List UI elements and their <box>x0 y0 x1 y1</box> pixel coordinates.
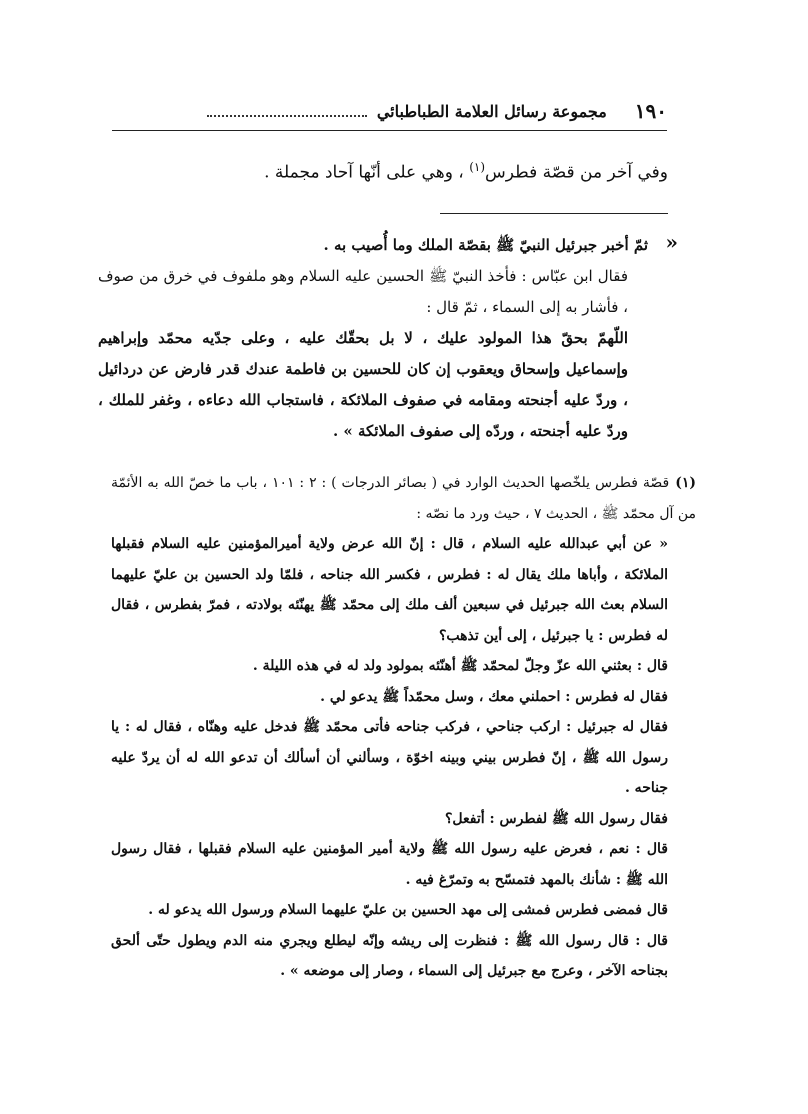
continuation-quote-mark: « <box>665 230 678 254</box>
body-paragraph-2: فقال ابن عبّاس : فأخذ النبيّ ﷺ الحسين عليه السلام وهو ملفوف في خرق من صوف ، فأشار به إلى السماء ، ثمّ قال : <box>98 267 628 316</box>
page-header <box>112 96 667 131</box>
footnote-line-5: فقال له جبرئيل : اركب جناحي ، فركب جناحه فأتى محمّد ﷺ فدخل عليه وهنّاه ، فقال له : يا رسول الله ﷺ ، إنّ فطرس بيني وبينه اخوّة ، وسألني أن أسألك أن تدعو الله له أن يردّ عليه جناحه . <box>111 719 668 796</box>
intro-paragraph <box>108 150 668 190</box>
footnote-line-4: فقال له فطرس : احملني معك ، وسل محمّداً ﷺ يدعو لي . <box>320 688 668 705</box>
footnote-line-1-text: قصّة فطرس يلخّصها الحديث الوارد في ( بصائر الدرجات ) : ٢ : ١٠١ ، باب ما خصّ الله به الأئمّة من آل محمّد ﷺ ، الحديث ٧ ، حيث ورد ما نصّه : <box>111 475 696 522</box>
footnote-marker: (١) <box>675 475 696 491</box>
footnote-line-1 <box>111 468 696 529</box>
continued-quotation <box>98 230 648 447</box>
body-paragraph-3: اللّهمّ بحقّ هذا المولود عليك ، لا بل بحقّك عليه ، وعلى جدّيه محمّد وإبراهيم وإسماعيل وإسحاق ويعقوب إن كان للحسين بن فاطمة عندك قدر فارض عن دردائيل ، وردّ عليه أجنحته ومقامه في صفوف الملائكة ، فاستجاب الله دعاءه ، وغفر للملك ، وردّ عليه أجنحته ، وردّه إلى صفوف الملائكة » . <box>98 329 628 440</box>
running-title: مجموعة رسائل العلامة الطباطبائي <box>376 101 607 121</box>
footnote-separator-line <box>440 213 668 214</box>
header-dot-leader <box>207 105 367 117</box>
footnote-line-6: فقال رسول الله ﷺ لفطرس : أتفعل؟ <box>444 810 668 827</box>
footnote-line-8: قال فمضى فطرس فمشى إلى مهد الحسين بن عليّ عليهما السلام ورسول الله يدعو له . <box>148 902 668 918</box>
footnote-line-9: قال : قال رسول الله ﷺ : فنظرت إلى ريشه وإنّه ليطلع ويجري منه الدم ويطول حتّى ألحق بجناحه الآخر ، وعرج مع جبرئيل إلى السماء ، وصار إلى موضعه » . <box>111 932 668 979</box>
footnote-line-3: قال : بعثني الله عزّ وجلّ لمحمّد ﷺ أهنّئه بمولود ولد له في هذه الليلة . <box>252 658 668 674</box>
intro-text-after: ، وهي على أنّها آحاد مجملة . <box>264 162 464 183</box>
page-number: ١٩٠ <box>634 99 667 123</box>
footnote-block <box>111 468 696 987</box>
body-paragraph-1: ثمّ أخبر جبرئيل النبيّ ﷺ بقصّة الملك وما أُصيب به . <box>323 236 648 254</box>
footnote-reference: (١) <box>469 160 486 174</box>
intro-text-before: وفي آخر من قصّة فطرس <box>485 162 668 183</box>
footnote-line-7: قال : نعم ، فعرض عليه رسول الله ﷺ ولاية أمير المؤمنين عليه السلام فقبلها ، فقال رسول الله ﷺ : شأنك بالمهد فتمسّح به وتمرّغ فيه . <box>111 841 668 888</box>
footnote-line-2: « عن أبي عبدالله عليه السلام ، قال : إنّ الله عرض ولاية أميرالمؤمنين عليه السلام فقبلها الملائكة ، وأباها ملك يقال له : فطرس ، فكسر الله جناحه ، فلمّا ولد الحسين بن عليّ عليهما السلام بعث الله جبرئيل في سبعين ألف ملك إلى محمّد ﷺ يهنّئه بولادته ، فمرّ بفطرس ، فقال له فطرس : يا جبرئيل ، إلى أين تذهب؟ <box>111 536 668 644</box>
